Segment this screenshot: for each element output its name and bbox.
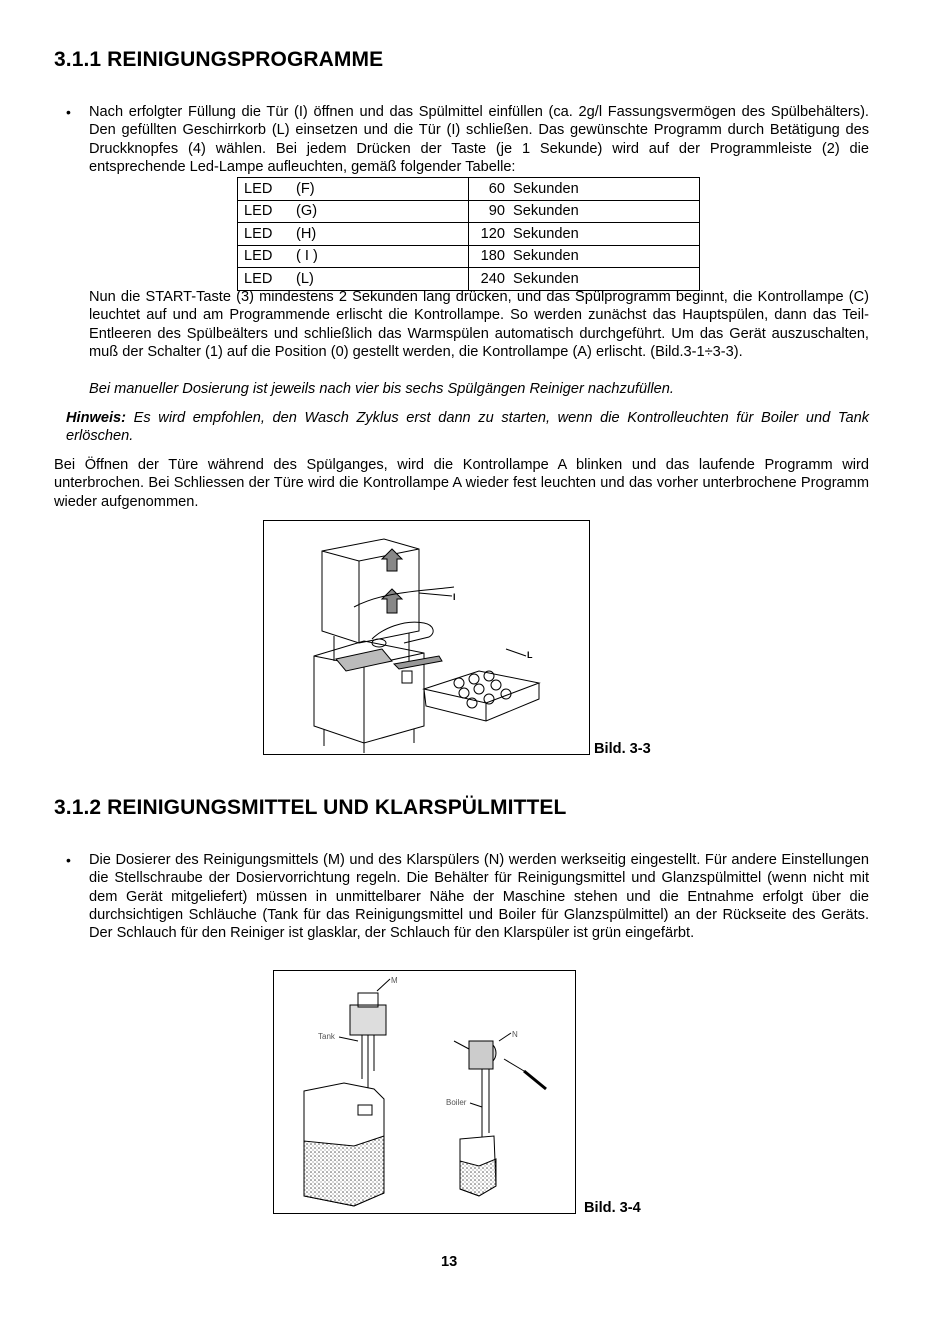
program-table-row <box>238 178 700 201</box>
duration-cell <box>469 245 700 268</box>
led-cell <box>238 178 469 201</box>
led-label: LED <box>244 225 273 242</box>
paragraph-door-open: Bei Öffnen der Türe während des Spülganges, wird die Kontrollampe A blinken und das laufende Programm wird unterbrochen. Bei Schliessen der Türe wird die Kontrollampe A wieder fest leuchten und das vorher unterbrochene Programm wieder aufgenommen. <box>54 457 869 510</box>
led-cell <box>238 200 469 223</box>
bullet-marker: • <box>66 852 71 868</box>
dosing-illustration <box>274 971 575 1213</box>
duration-cell <box>469 178 700 201</box>
program-table-row <box>238 223 700 246</box>
figure-label-door: I <box>453 592 456 602</box>
program-table <box>237 177 700 291</box>
page-number: 13 <box>441 1254 458 1270</box>
figure-label-basket: L <box>527 650 533 660</box>
led-cell <box>238 223 469 246</box>
paragraph-program-intro: Nach erfolgter Füllung die Tür (I) öffnen und das Spülmittel einfüllen (ca. 2g/l Fassungsvermögen des Spülbehälters). Den gefüllten Geschirrkorb (L) einsetzen und die Tür (I) schließen. Das gewünschte Programm durch Betätigung des Druckknopfes (4) wählen. Bei jedem Drücken der Taste (je 1 Sekunde) wird auf der Programmleiste (2) die entsprechende Led-Lampe aufleuchten, gemäß folgender Tabelle: <box>89 104 869 175</box>
dishwasher-illustration <box>264 521 589 754</box>
figure-label-m: M <box>391 976 398 985</box>
led-label: LED <box>244 180 273 197</box>
led-code: (F) <box>296 180 315 197</box>
program-table-row <box>238 200 700 223</box>
led-cell <box>238 268 469 291</box>
duration-seconds: 120 <box>480 225 505 242</box>
hint-text: Es wird empfohlen, den Wasch Zyklus erst dann zu starten, wenn die Kontrolleuchten für Boiler und Tank erlöschen. <box>66 410 869 445</box>
duration-cell <box>469 223 700 246</box>
hint-paragraph <box>66 409 869 446</box>
figure-label-tank: Tank <box>318 1032 335 1041</box>
duration-unit: Sekunden <box>513 270 579 287</box>
duration-seconds: 240 <box>480 270 505 287</box>
paragraph-start-procedure: Nun die START-Taste (3) mindestens 2 Sekunden lang drücken, und das Spülprogramm beginnt, die Kontrollampe (C) leuchtet auf und am Programmende erlischt die Kontrollampe. So werden zunächst das Hauptspülen, dann das Teil-Entleeren des Spülbeälters und schließlich das Warmspülen automatisch durchgeführt. Um das Gerät auszuschalten, muß der Schalter (1) auf die Position (0) gestellt werden, die Kontrollampe (A) erlischt. (Bild.3-1÷3-3). <box>89 289 869 360</box>
figure-label-boiler: Boiler <box>446 1098 467 1107</box>
figure-dishwasher-loading <box>263 520 590 755</box>
figure-caption-3-3: Bild. 3-3 <box>594 741 651 757</box>
duration-cell <box>469 268 700 291</box>
led-label: LED <box>244 203 273 220</box>
hint-label: Hinweis: <box>66 410 127 426</box>
program-table-row <box>238 245 700 268</box>
section-heading-reinigungsmittel: 3.1.2 REINIGUNGSMITTEL UND KLARSPÜLMITTEL <box>54 796 567 819</box>
duration-seconds: 90 <box>488 203 505 220</box>
led-label: LED <box>244 270 273 287</box>
led-code: (H) <box>296 225 317 242</box>
led-code: (G) <box>296 203 318 220</box>
figure-dosing-units <box>273 970 576 1214</box>
led-code: ( I ) <box>296 248 318 265</box>
led-cell <box>238 245 469 268</box>
duration-cell <box>469 200 700 223</box>
duration-unit: Sekunden <box>513 203 579 220</box>
figure-caption-3-4: Bild. 3-4 <box>584 1200 641 1216</box>
figure-label-n: N <box>512 1030 518 1039</box>
program-table-row <box>238 268 700 291</box>
manual-dosing-note: Bei manueller Dosierung ist jeweils nach vier bis sechs Spülgängen Reiniger nachzufüllen. <box>89 381 674 397</box>
duration-unit: Sekunden <box>513 180 579 197</box>
led-code: (L) <box>296 270 314 287</box>
duration-seconds: 180 <box>480 248 505 265</box>
duration-unit: Sekunden <box>513 225 579 242</box>
paragraph-detergent: Die Dosierer des Reinigungsmittels (M) und des Klarspülers (N) werden werkseitig eingestellt. Für andere Einstellungen die Stellschraube der Dosiervorrichtung regeln. Die Behälter für Reinigungsmittel und Glanzspülmittel (wenn nicht mit dem Gerät mitgeliefert) müssen in unmittelbarer Nähe der Maschine stehen und die Entnahme erfolgt über die durchsichtigen Schläuche (Tank für das Reinigungsmittel und Boiler für Glanzspülmittel) an der Rückseite des Geräts. Der Schlauch für den Reiniger ist glasklar, der Schlauch für den Klarspüler ist grün eingefärbt. <box>89 852 869 942</box>
bullet-marker: • <box>66 104 71 120</box>
duration-unit: Sekunden <box>513 248 579 265</box>
section-heading-reinigungsprogramme: 3.1.1 REINIGUNGSPROGRAMME <box>54 48 384 71</box>
led-label: LED <box>244 248 273 265</box>
duration-seconds: 60 <box>488 180 505 197</box>
